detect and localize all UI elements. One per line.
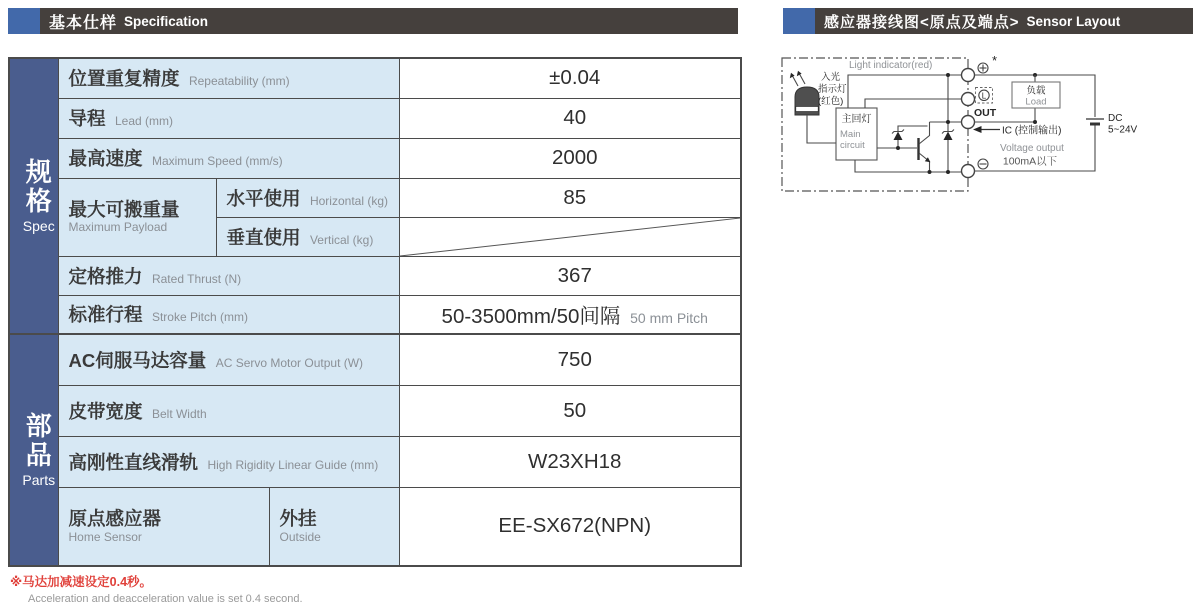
- label-servo-output: [58, 334, 399, 385]
- light-in-label-2: 指示灯: [818, 84, 847, 95]
- value-en: 50 mm Pitch: [630, 310, 708, 327]
- label-zh: 高刚性直线滑轨: [68, 451, 199, 473]
- value-servo-output: 750: [399, 334, 741, 385]
- light-in-label-1: 入光: [821, 72, 841, 83]
- minus-terminal-icon: [978, 159, 988, 169]
- main-circuit-en-1: Main: [840, 129, 861, 140]
- ic-arrow-head: [973, 126, 982, 133]
- l-terminal-icon: [976, 88, 993, 104]
- dc-voltage-label: 5~24V: [1108, 124, 1138, 136]
- table-row: [9, 256, 741, 295]
- main-circuit-zh: 主回灯: [841, 114, 872, 125]
- value-payload-horizontal: 85: [399, 178, 741, 217]
- label-en: Maximum Speed (mm/s): [151, 154, 283, 168]
- label-belt-width: [58, 385, 399, 436]
- diagonal-na-line: [400, 218, 741, 256]
- header-bar: [40, 8, 738, 34]
- table-row: [9, 487, 741, 566]
- value-max-speed: 2000: [399, 138, 741, 178]
- spec-table: [8, 57, 742, 567]
- header-title-zh: 感应器接线图<原点及端点>: [824, 13, 1020, 31]
- section-parts: [9, 334, 58, 566]
- load-label-en: Load: [1025, 96, 1047, 108]
- label-stroke-pitch: [58, 295, 399, 334]
- label-en: High Rigidity Linear Guide (mm): [207, 457, 379, 472]
- section-label-zh: 规格: [25, 157, 52, 216]
- table-row: [9, 98, 741, 138]
- label-zh: 最高速度: [68, 148, 143, 169]
- value-lead: 40: [399, 98, 741, 138]
- label-linear-guide: [58, 436, 399, 487]
- l-letter: L: [981, 91, 987, 101]
- label-payload: [58, 178, 216, 256]
- footnote: [10, 572, 303, 605]
- value-linear-guide: W23XH18: [399, 436, 741, 487]
- label-en: Belt Width: [151, 406, 207, 421]
- label-zh: 原点感应器: [68, 508, 162, 530]
- label-zh: 水平使用: [226, 187, 301, 209]
- accent-square: [8, 8, 40, 34]
- value-home-sensor: EE-SX672(NPN): [399, 487, 741, 566]
- value-payload-vertical-na: [399, 217, 741, 256]
- label-en: Vertical (kg): [309, 232, 374, 247]
- table-row: [9, 58, 741, 98]
- label-en: Horizontal (kg): [309, 193, 388, 208]
- table-row: [9, 138, 741, 178]
- section-label-en: Parts: [22, 471, 56, 488]
- accent-square: [783, 8, 815, 34]
- out-label: OUT: [974, 107, 997, 119]
- light-indicator-label: Light indicator(red): [849, 60, 933, 71]
- label-zh: AC伺服马达容量: [68, 349, 207, 371]
- footnote-en: Acceleration and deacceleration value is set 0.4 second.: [28, 593, 303, 605]
- label-zh: 垂直使用: [226, 226, 301, 248]
- label-en: Stroke Pitch (mm): [151, 310, 248, 325]
- value-belt-width: 50: [399, 385, 741, 436]
- specification-header: [8, 8, 738, 34]
- label-home-sensor-outside: [269, 487, 399, 566]
- table-row: [9, 334, 741, 385]
- table-row: [9, 385, 741, 436]
- label-rated-thrust: [58, 256, 399, 295]
- section-label-en: Spec: [22, 217, 55, 234]
- label-en: AC Servo Motor Output (W): [215, 355, 364, 370]
- label-home-sensor: [58, 487, 269, 566]
- label-zh: 标准行程: [68, 304, 143, 326]
- value-rated-thrust: 367: [399, 256, 741, 295]
- ic-label: IC (控制输出): [1002, 125, 1062, 137]
- terminal-l: [962, 93, 975, 106]
- current-limit-label: 100mA以下: [1002, 155, 1058, 168]
- terminal-out: [962, 116, 975, 129]
- label-repeatability: [58, 58, 399, 98]
- terminal-minus: [962, 165, 975, 178]
- load-label-zh: 负载: [1026, 85, 1046, 97]
- label-zh: 皮带宽度: [68, 400, 143, 422]
- table-row: [9, 295, 741, 334]
- header-title-en: Specification: [124, 13, 209, 29]
- main-circuit-en-2: circuit: [840, 140, 865, 151]
- label-en: Lead (mm): [114, 114, 173, 128]
- voltage-output-label: Voltage output: [1000, 143, 1064, 154]
- label-payload-horizontal: [216, 178, 399, 217]
- label-max-speed: [58, 138, 399, 178]
- label-lead: [58, 98, 399, 138]
- wiring-diagram-svg: [770, 50, 1200, 200]
- value-zh: 50-3500mm/50间隔: [441, 305, 621, 329]
- terminals: [962, 53, 998, 178]
- label-zh: 外挂: [279, 508, 317, 530]
- label-en: Repeatability (mm): [188, 74, 290, 89]
- sensor-wiring-diagram: [770, 50, 1200, 200]
- label-zh: 最大可搬重量: [68, 199, 180, 221]
- external-circuit: [973, 73, 1138, 171]
- terminal-plus: [962, 69, 975, 82]
- dc-label: DC: [1108, 113, 1123, 124]
- footnote-zh: ※马达加减速设定0.4秒。: [10, 575, 153, 589]
- label-en: Rated Thrust (N): [151, 271, 242, 286]
- section-spec: [9, 58, 58, 334]
- battery-icon: [1086, 119, 1104, 124]
- header-title-zh: 基本仕样: [49, 14, 118, 32]
- light-in-label-3: (红色): [818, 96, 844, 107]
- header-bar: [815, 8, 1193, 34]
- table-row: [9, 178, 741, 217]
- led-indicator-icon: [790, 71, 819, 115]
- sensor-layout-header: [783, 8, 1193, 34]
- value-stroke-pitch: [399, 295, 741, 334]
- value-repeatability: ±0.04: [399, 58, 741, 98]
- label-en: Outside: [279, 529, 321, 544]
- label-zh: 位置重复精度: [68, 68, 180, 90]
- label-en: Maximum Payload: [68, 220, 168, 235]
- label-zh: 导程: [68, 108, 106, 129]
- section-label-zh: 部品: [25, 411, 52, 470]
- label-payload-vertical: [216, 217, 399, 256]
- table-row: [9, 436, 741, 487]
- plus-terminal-icon: [978, 63, 988, 73]
- label-zh: 定格推力: [68, 265, 143, 287]
- header-title-en: Sensor Layout: [1026, 13, 1121, 29]
- asterisk-label: *: [992, 53, 998, 68]
- label-en: Home Sensor: [68, 529, 142, 544]
